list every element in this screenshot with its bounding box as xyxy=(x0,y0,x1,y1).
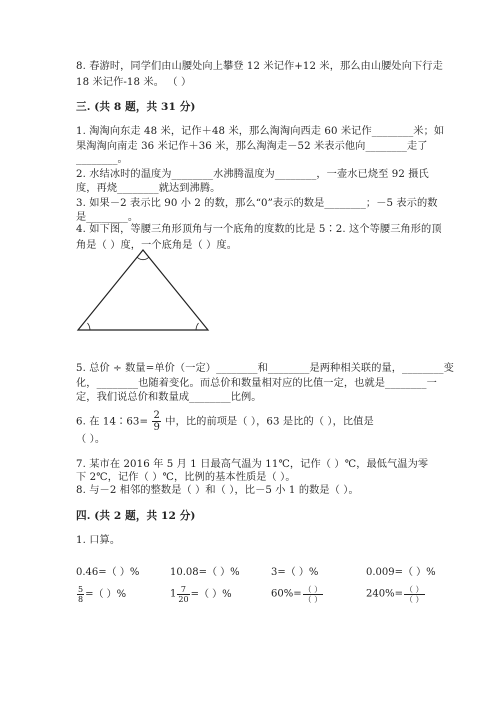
r2c4-prefix: 240%= xyxy=(366,588,403,600)
fill-question-7-line2: 下 2℃，记作（ ）℃，比例的基本性质是（ ）。 xyxy=(76,472,296,483)
base-angle-arc-left xyxy=(88,323,91,330)
fill-question-4-line2: 角是（ ）度，一个底角是（ ）度。 xyxy=(76,240,237,251)
r2c1-denominator: 8 xyxy=(78,595,84,604)
apex-angle-arc xyxy=(137,257,149,260)
fill-question-6-line2: （ ）。 xyxy=(76,434,106,445)
calc-item-r2c2 xyxy=(170,585,232,604)
fill-question-2-line1: 2. 水结冰时的温度为________水沸腾温度为________，一壶水已烧至 92 摄氏 xyxy=(76,169,429,180)
q6-fraction-numerator: 2 xyxy=(153,410,160,421)
calc-item-r2c3 xyxy=(271,585,324,604)
r2c1-fraction xyxy=(77,585,84,604)
calc-item-r1c1: 0.46=（ ）% xyxy=(76,567,140,578)
mental-calc-question: 1. 口算。 xyxy=(76,535,121,546)
fill-question-2-line2: 度，再烧________就达到沸腾。 xyxy=(76,183,221,194)
fill-question-1-line1: 1. 淘淘向东走 48 米，记作＋48 米，那么淘淘向西走 60 米记作________米；如 xyxy=(76,126,445,137)
r2c2-fraction xyxy=(177,585,189,604)
fill-question-7-line1: 7. 某市在 2016 年 5 月 1 日最高气温为 11℃，记作（ ）℃，最低气温为零 xyxy=(76,459,429,470)
calc-item-r2c1 xyxy=(76,585,126,604)
triangle-outline xyxy=(78,250,208,330)
fill-question-5-line2: 化，________也随着变化。而总价和数量相对应的比值一定，也就是________一 xyxy=(76,378,437,389)
r2c3-numerator: （ ） xyxy=(303,585,323,594)
fill-question-1-line3: ________。 xyxy=(76,154,128,165)
r2c1-suffix: =（ ）% xyxy=(85,589,127,600)
r2c2-whole: 1 xyxy=(170,588,177,600)
calc-item-r1c3: 3=（ ）% xyxy=(271,567,319,578)
section-4-heading: 四. (共 2 题，共 12 分) xyxy=(76,510,196,522)
r2c4-numerator: （ ） xyxy=(404,585,424,594)
calc-item-r1c4: 0.009=（ ）% xyxy=(366,567,436,578)
r2c4-fraction xyxy=(404,585,425,604)
fill-question-5-line3: 定，我们说总价和数量成________比例。 xyxy=(76,392,262,403)
fill-question-3-line1: 3. 如果－2 表示比 90 小 2 的数，那么“0”表示的数是________；－5 表示的数 xyxy=(76,198,438,209)
r2c1-numerator: 5 xyxy=(78,585,84,594)
isosceles-triangle-figure xyxy=(76,246,212,338)
fill-question-3-line2: 是________。 xyxy=(76,212,139,223)
r2c3-prefix: 60%= xyxy=(271,588,302,600)
fill-question-1-line2: 果淘淘向南走 36 米记作＋36 米，那么淘淘走－52 米表示他向________走了 xyxy=(76,141,428,152)
fill-question-8: 8. 与－2 相邻的整数是（ ）和（ ），比－5 小 1 的数是（ ）。 xyxy=(76,485,359,496)
question-8-line1: 8. 春游时，同学们由山腰处向上攀登 12 米记作+12 米，那么由山腰处向下行走 xyxy=(76,61,443,72)
r2c4-denominator: （ ） xyxy=(404,595,424,604)
r2c2-denominator: 20 xyxy=(178,595,189,604)
base-angle-arc-right xyxy=(196,323,199,330)
q6-suffix: 中，比的前项是（ ），63 是比的（ ），比值是 xyxy=(165,416,374,428)
question-8-line2: 18 米记作-18 米。 （ ） xyxy=(76,77,192,88)
fill-question-4-line1: 4. 如下图，等腰三角形顶角与一个底角的度数的比是 5∶2. 这个等腰三角形的顶 xyxy=(76,224,442,235)
fill-question-6-line1 xyxy=(76,410,374,433)
r2c3-denominator: （ ） xyxy=(303,595,323,604)
section-3-heading: 三. (共 8 题，共 31 分) xyxy=(76,101,196,113)
calc-item-r1c2: 10.08=（ ）% xyxy=(170,567,240,578)
r2c2-numerator: 7 xyxy=(177,585,189,595)
calc-item-r2c4 xyxy=(366,585,426,604)
q6-prefix: 6. 在 14∶63= xyxy=(76,416,149,428)
q6-fraction xyxy=(152,410,160,433)
q6-fraction-denominator: 9 xyxy=(153,422,160,433)
r2c2-suffix: =（ ）% xyxy=(190,589,232,600)
fill-question-5-line1: 5. 总价 ÷ 数量=单价（一定）________和________是两种相关联的量，________变 xyxy=(76,363,454,374)
r2c3-fraction xyxy=(303,585,324,604)
